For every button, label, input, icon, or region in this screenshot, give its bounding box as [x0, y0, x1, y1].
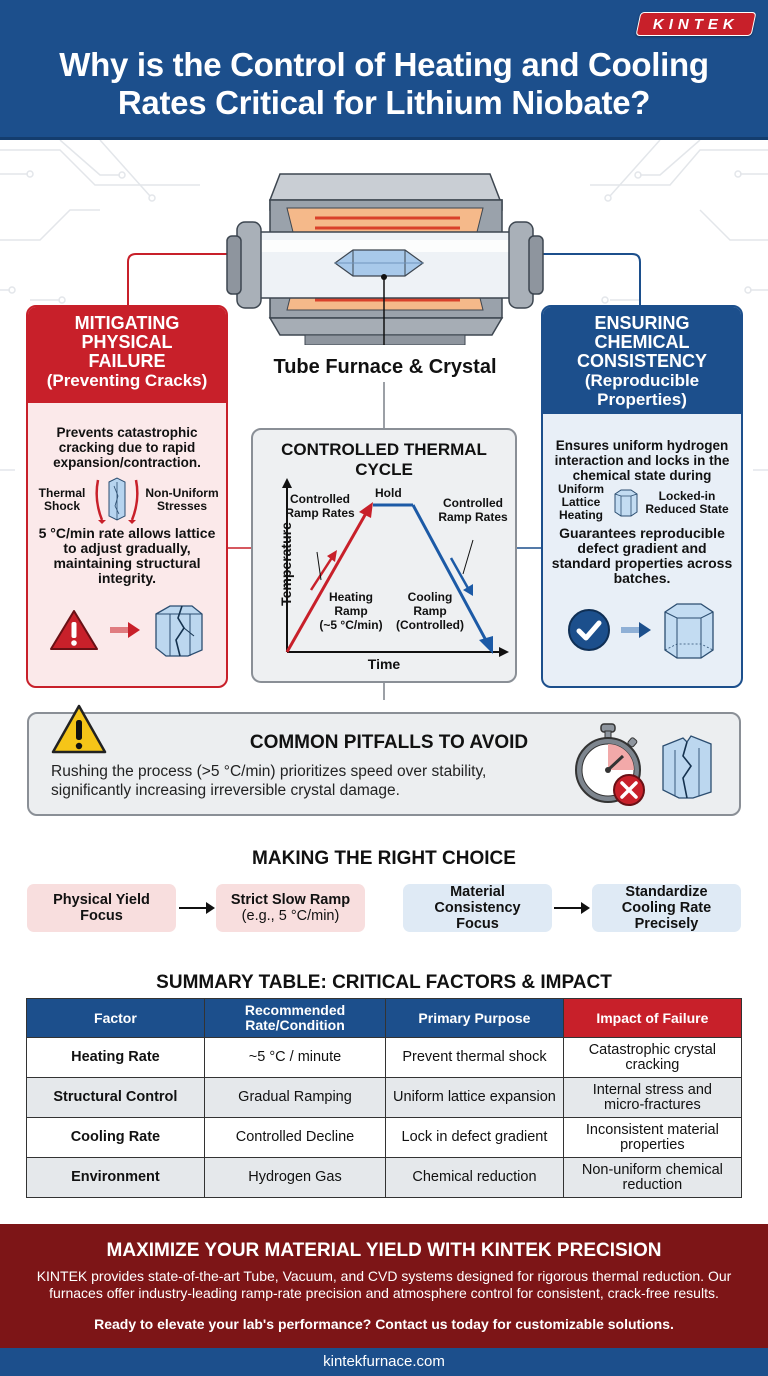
strict-slow-ramp-box [216, 884, 365, 932]
flow-to-label: Strict Slow Ramp [230, 892, 351, 908]
card-title-line: MITIGATING [74, 313, 180, 333]
broken-crystal-icon [150, 602, 206, 658]
page-title [0, 46, 768, 122]
table-cell: Cooling Rate [27, 1118, 205, 1158]
tube-furnace-illustration [225, 170, 545, 345]
table-cell: Internal stress and micro-fractures [563, 1078, 741, 1118]
chart-title: CONTROLLED THERMAL CYCLE [281, 440, 487, 479]
website-link[interactable]: kintekfurnace.com [323, 1353, 445, 1370]
shattered-crystal-icon [659, 732, 715, 800]
logo-text: KINTEK [653, 15, 739, 33]
non-uniform-stresses-label: Non-Uniform Stresses [145, 486, 219, 513]
card-title-line: PHYSICAL [81, 332, 173, 352]
physical-failure-card-header [28, 307, 226, 403]
column-header-impact: Impact of Failure [563, 999, 741, 1038]
column-header-factor: Factor [27, 999, 205, 1038]
chemical-consistency-card-header [543, 307, 741, 414]
table-cell: Prevent thermal shock [386, 1038, 564, 1078]
chemical-consistency-card [541, 305, 743, 688]
arrow-right-icon [621, 622, 651, 638]
cooling-ramp-annotation: Controlled Ramp Rates [438, 496, 508, 524]
table-cell: Uniform lattice expansion [386, 1078, 564, 1118]
summary-table [26, 998, 742, 1198]
title-line-2: Rates Critical for Lithium Niobate? [117, 84, 651, 121]
cta-contact-link[interactable]: Ready to elevate your lab's performance? Contact us today for customizable solutions. [94, 1316, 674, 1332]
hexagonal-crystal-icon [611, 488, 641, 518]
warning-triangle-icon [48, 608, 100, 652]
pitfalls-title: COMMON PITFALLS TO AVOID [249, 732, 529, 753]
physical-yield-focus-box [27, 884, 176, 932]
cooling-label-line: Ramp [413, 604, 447, 618]
heating-ramp-label [315, 590, 387, 632]
table-cell: Lock in defect gradient [386, 1118, 564, 1158]
heating-label-line: (~5 °C/min) [319, 618, 383, 632]
cta-text: KINTEK provides state-of-the-art Tube, Vacuum, and CVD systems designed for rigorous thermal reduction. Our furnaces offer industry-leading ramp-rate precision and atmosphere control for consistent, crack-free results. [36, 1268, 732, 1301]
heating-label-line: Heating [328, 590, 373, 604]
thermal-shock-label: Thermal Shock [38, 486, 86, 513]
card-title-line: FAILURE [88, 351, 166, 371]
flow-arrow-icon [179, 907, 213, 909]
cooling-ramp-label [393, 590, 467, 632]
table-row [27, 1158, 742, 1198]
card-body-text: 5 °C/min rate allows lattice to adjust gradually, maintaining structural integrity. [38, 525, 216, 586]
locked-in-state-label: Locked-in Reduced State [645, 488, 729, 516]
flow-to-label: Standardize Cooling Rate Precisely [621, 884, 712, 932]
heating-label-line: Ramp [334, 604, 368, 618]
footer [0, 1348, 768, 1376]
pitfalls-text [51, 762, 486, 800]
flow-from-label: Material Consistency Focus [434, 884, 521, 932]
table-title: SUMMARY TABLE: CRITICAL FACTORS & IMPACT [156, 972, 612, 993]
thermal-cycle-chart [251, 428, 517, 683]
standardize-cooling-box [592, 884, 741, 932]
flow-from-label: Physical Yield Focus [53, 892, 150, 924]
heating-ramp-annotation: Controlled Ramp Rates [285, 492, 355, 520]
card-title-line: CHEMICAL [594, 332, 690, 352]
choice-section-title: MAKING THE RIGHT CHOICE [252, 848, 516, 869]
stopwatch-fail-icon [569, 722, 649, 808]
arrow-right-icon [110, 622, 140, 638]
card-title-line: CONSISTENCY [576, 351, 708, 371]
physical-failure-card [26, 305, 228, 688]
hold-label: Hold [375, 486, 402, 500]
table-row [27, 1118, 742, 1158]
table-cell: Structural Control [27, 1078, 205, 1118]
card-intro: Prevents catastrophic cracking due to rapid expansion/contraction. [53, 425, 201, 470]
intact-crystal-icon [661, 600, 717, 660]
card-intro: Ensures uniform hydrogen interaction and locks in the chemical state during [554, 438, 730, 483]
table-header-row [27, 999, 742, 1038]
table-cell: Environment [27, 1158, 205, 1198]
caution-triangle-icon [49, 702, 109, 758]
pitfalls-text-line: significantly increasing irreversible crystal damage. [51, 782, 400, 799]
table-cell: ~5 °C / minute [204, 1038, 385, 1078]
uniform-lattice-heating-label: Uniform Lattice Heating [558, 482, 604, 522]
header-banner [0, 0, 768, 140]
flow-to-detail: (e.g., 5 °C/min) [241, 908, 340, 924]
flow-arrow-icon [554, 907, 588, 909]
cracked-crystal-icon [94, 476, 140, 524]
card-title-line: ENSURING [594, 313, 690, 333]
y-axis-label: Temperature [278, 522, 294, 606]
card-subtitle: (Preventing Cracks) [46, 371, 208, 390]
table-row [27, 1078, 742, 1118]
table-cell: Gradual Ramping [204, 1078, 385, 1118]
card-body-text: Guarantees reproducible defect gradient and standard properties across batches. [551, 525, 733, 586]
card-subtitle: (Reproducible Properties) [584, 371, 700, 409]
table-cell: Chemical reduction [386, 1158, 564, 1198]
table-cell: Non-uniform chemical reduction [563, 1158, 741, 1198]
table-cell: Inconsistent material properties [563, 1118, 741, 1158]
material-consistency-focus-box [403, 884, 552, 932]
table-cell: Hydrogen Gas [204, 1158, 385, 1198]
checkmark-circle-icon [567, 608, 611, 652]
cta-banner [0, 1224, 768, 1348]
x-axis-label: Time [367, 656, 401, 672]
table-row [27, 1038, 742, 1078]
kintek-logo[interactable] [635, 12, 756, 36]
cooling-label-line: (Controlled) [396, 618, 464, 632]
column-header-rate: Recommended Rate/Condition [204, 999, 385, 1038]
table-cell: Heating Rate [27, 1038, 205, 1078]
furnace-label: Tube Furnace & Crystal [273, 356, 497, 378]
cta-title: MAXIMIZE YOUR MATERIAL YIELD WITH KINTEK PRECISION [106, 1240, 662, 1261]
cooling-label-line: Cooling [407, 590, 453, 604]
title-line-1: Why is the Control of Heating and Cooling [59, 46, 709, 83]
pitfalls-text-line: Rushing the process (>5 °C/min) prioritizes speed over stability, [51, 763, 487, 780]
column-header-purpose: Primary Purpose [386, 999, 564, 1038]
table-cell: Controlled Decline [204, 1118, 385, 1158]
table-cell: Catastrophic crystal cracking [563, 1038, 741, 1078]
pitfalls-panel [27, 712, 741, 816]
